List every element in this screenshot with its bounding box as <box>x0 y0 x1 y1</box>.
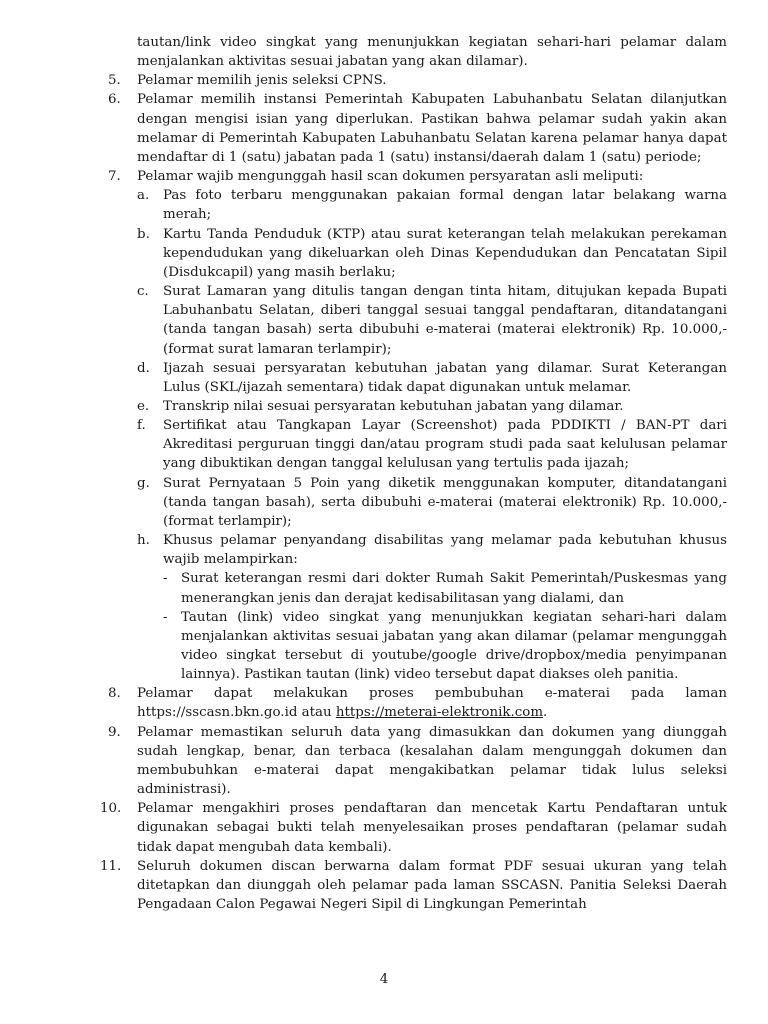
item-number: 5. <box>108 73 121 89</box>
item-number: 11. <box>100 858 122 874</box>
sublist-letter: h. <box>137 533 150 549</box>
item-number: 8. <box>108 686 121 702</box>
sublist-text: Sertifikat atau Tangkapan Layar (Screenshot) pada PDDIKTI / BAN-PT dari Akreditasi perguruan tinggi dan/atau program studi pada saat kelulusan pelamar yang dibuktikan dengan tanggal kelulusan yang tertulis pada ijazah; <box>163 418 727 472</box>
sublist-text: Pas foto terbaru menggunakan pakaian formal dengan latar belakang warna merah; <box>163 188 727 223</box>
dash-mark: - <box>163 571 168 587</box>
list-item-10 <box>100 799 727 856</box>
list-item-8 <box>108 684 727 722</box>
item-text: Pelamar memilih jenis seleksi CPNS. <box>137 73 387 89</box>
sublist-letter: g. <box>137 475 150 491</box>
item-number: 6. <box>108 92 121 108</box>
list-item-9 <box>108 723 727 800</box>
sublist-letter: d. <box>137 360 150 376</box>
sublist-item-g <box>137 474 727 531</box>
item-number: 10. <box>100 801 122 817</box>
list-item-11 <box>100 857 727 914</box>
list-item-5 <box>108 71 727 90</box>
sublist-letter: c. <box>137 284 149 300</box>
continuation-text: tautan/link video singkat yang menunjukkan kegiatan sehari-hari pelamar dalam menjalankan aktivitas sesuai jabatan yang akan dilamar). <box>137 35 727 70</box>
list-item-6 <box>108 90 727 167</box>
sublist-text: Ijazah sesuai persyaratan kebutuhan jabatan yang dilamar. Surat Keterangan Lulus (SKL/ijazah sementara) tidak dapat digunakan untuk melamar. <box>163 360 727 395</box>
item-text-end: . <box>543 705 548 721</box>
item-text: Pelamar mengakhiri proses pendaftaran dan mencetak Kartu Pendaftaran untuk digunakan sebagai bukti telah menyelesaikan proses pendaftaran (pelamar sudah tidak dapat mengubah data kembali). <box>137 801 727 855</box>
dash-text: Tautan (link) video singkat yang menunjukkan kegiatan sehari-hari dalam menjalankan aktivitas sesuai jabatan yang akan dilamar (pelamar mengunggah video singkat tersebut di youtube/google drive/dropbox/media penyimpanan lainnya). Pastikan tautan (link) video tersebut dapat diakses oleh panitia. <box>181 609 727 683</box>
sublist-item-f <box>137 416 727 473</box>
meterai-elektronik-link[interactable]: https://meterai-elektronik.com <box>335 705 544 721</box>
sublist-letter: a. <box>137 188 150 204</box>
item-text: Pelamar memilih instansi Pemerintah Kabupaten Labuhanbatu Selatan dilanjutkan dengan mengisi isian yang diperlukan. Pastikan bahwa pelamar sudah yakin akan melamar di Pemerintah Kabupaten Labuhanbatu Selatan karena pelamar hanya dapat mendaftar di 1 (satu) jabatan pada 1 (satu) instansi/daerah dalam 1 (satu) periode; <box>137 92 727 165</box>
item-text: Seluruh dokumen discan berwarna dalam format PDF sesuai ukuran yang telah ditetapkan dan diunggah oleh pelamar pada laman SSCASN. Panitia Seleksi Daerah Pengadaan Calon Pegawai Negeri Sipil di Lingkungan Pemerintah <box>137 858 727 913</box>
item-text: Pelamar wajib mengunggah hasil scan dokumen persyaratan asli meliputi: <box>137 169 644 185</box>
dash-mark: - <box>163 609 168 625</box>
document-body <box>100 33 727 914</box>
sublist-item-h <box>137 531 727 684</box>
sublist-text: Transkrip nilai sesuai persyaratan kebutuhan jabatan yang dilamar. <box>163 398 624 414</box>
item-text: Pelamar memastikan seluruh data yang dimasukkan dan dokumen yang diunggah sudah lengkap, benar, dan terbaca (kesalahan dalam mengunggah dokumen dan membubuhkan e-materai dapat mengakibatkan pelamar tidak lulus seleksi administrasi). <box>137 724 727 798</box>
dash-text: Surat keterangan resmi dari dokter Rumah Sakit Pemerintah/Puskesmas yang menerangkan jenis dan derajat kedisabilitasan yang dialami, dan <box>181 571 727 606</box>
sublist-text: Kartu Tanda Penduduk (KTP) atau surat keterangan telah melakukan perekaman kependudukan yang dikeluarkan oleh Dinas Kependudukan dan Pencatatan Sipil (Disdukcapil) yang masih berlaku; <box>163 226 727 280</box>
list-item-7 <box>108 167 727 684</box>
sublist-text: Surat Pernyataan 5 Poin yang diketik menggunakan komputer, ditandatangani (tanda tangan basah), serta dibubuhi e-materai (materai elektronik) Rp. 10.000,- (format terlampir); <box>163 475 727 529</box>
sublist-item-b <box>137 225 727 282</box>
sublist-letter: b. <box>137 226 150 242</box>
requirements-sublist <box>137 186 727 684</box>
sublist-item-d <box>137 359 727 397</box>
dash-item <box>163 569 727 607</box>
sublist-text: Khusus pelamar penyandang disabilitas yang melamar pada kebutuhan khusus wajib melampirkan: <box>163 533 727 568</box>
sublist-item-e <box>137 397 727 416</box>
item-text: Pelamar dapat melakukan proses pembubuhan e-materai pada laman https://sscasn.bkn.go.id atau <box>137 686 727 721</box>
sublist-text: Surat Lamaran yang ditulis tangan dengan tinta hitam, ditujukan kepada Bupati Labuhanbatu Selatan, diberi tanggal sesuai tanggal pendaftaran, ditandatangani (tanda tangan basah) serta dibubuhi e-materai (materai elektronik) Rp. 10.000,- (format surat lamaran terlampir); <box>163 284 727 357</box>
sublist-item-a <box>137 186 727 224</box>
sublist-letter: f. <box>137 418 146 434</box>
sublist-letter: e. <box>137 398 150 414</box>
page-number: 4 <box>379 972 389 987</box>
disability-dash-list <box>163 569 727 684</box>
item-number: 7. <box>108 169 121 185</box>
sublist-item-c <box>137 282 727 359</box>
dash-item <box>163 608 727 685</box>
item-number: 9. <box>108 724 121 740</box>
